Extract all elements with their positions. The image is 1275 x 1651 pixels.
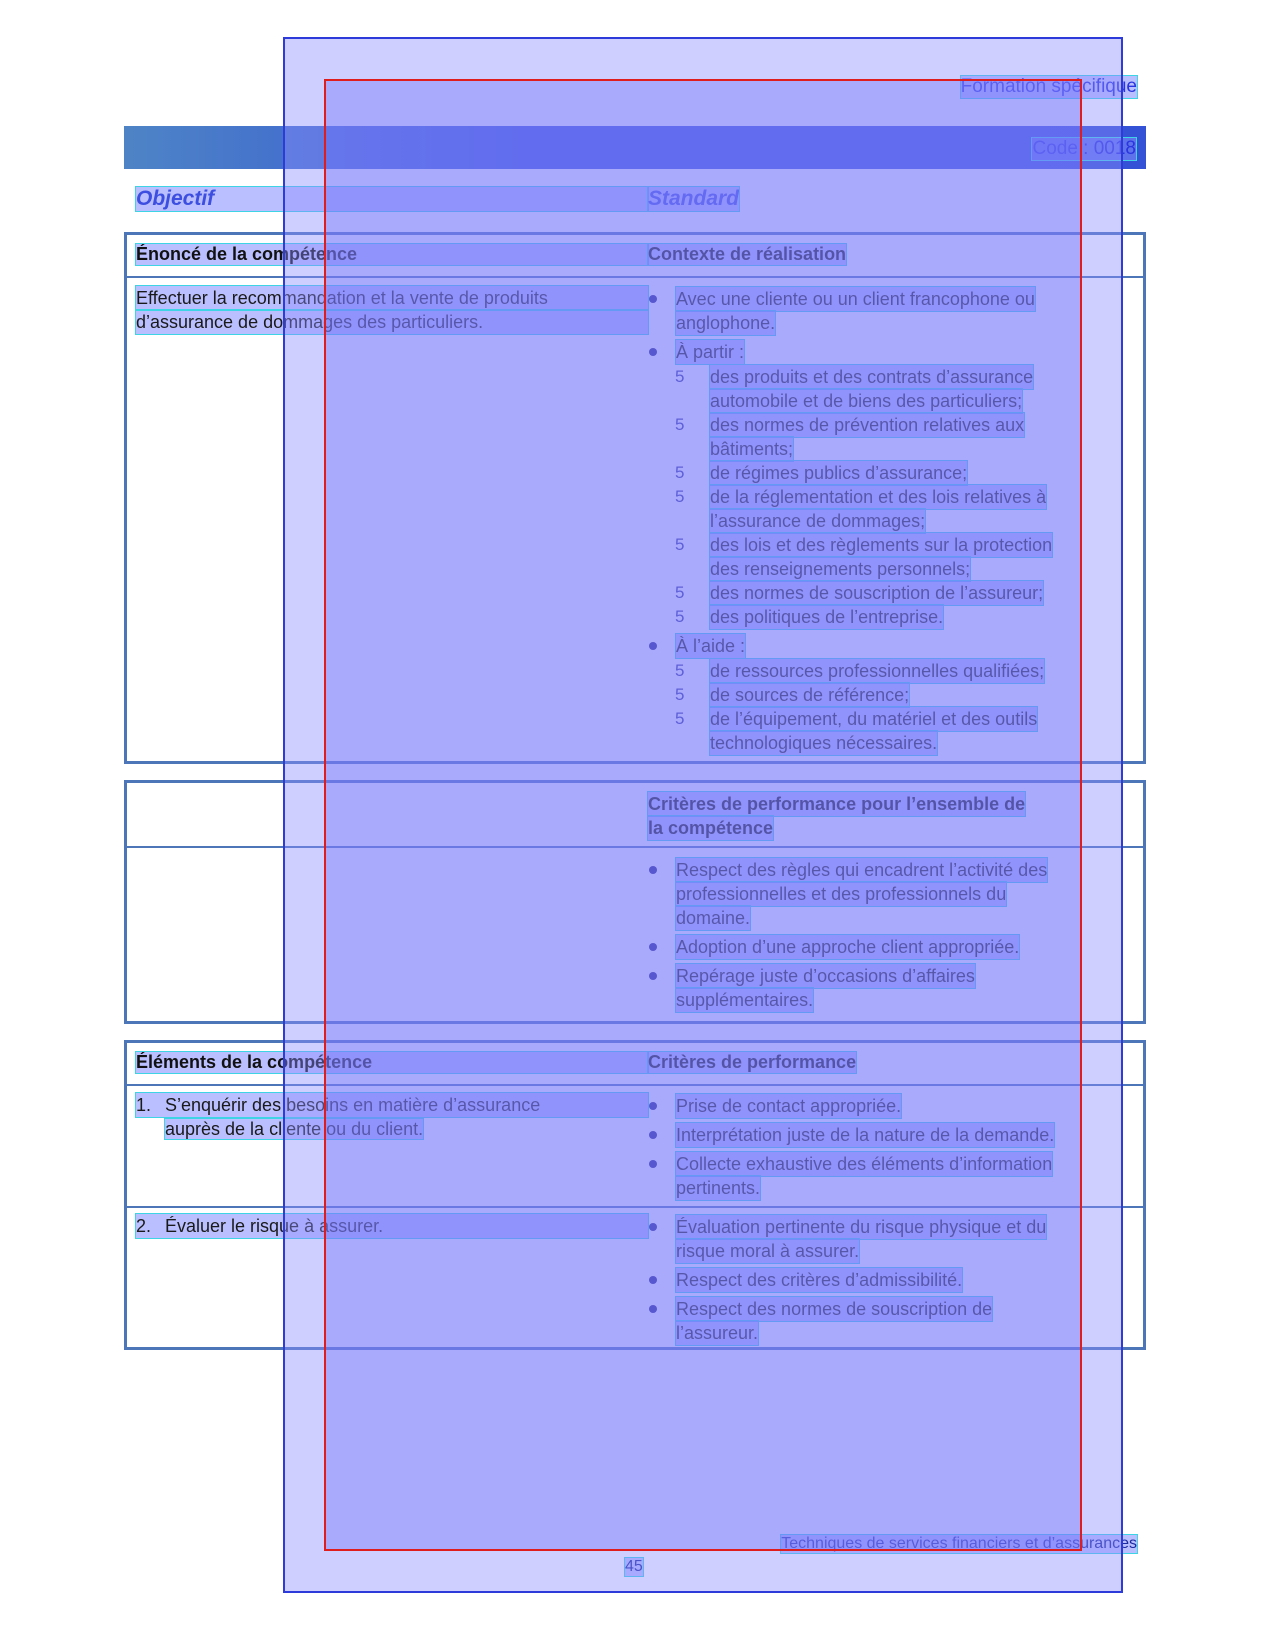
standard-heading: Standard bbox=[648, 187, 740, 210]
statement-title: Énoncé de la compétence bbox=[136, 244, 648, 265]
title-line: Critères de performance pour l’ensemble de bbox=[648, 794, 1026, 814]
criterion-line: Évaluation pertinente du risque physique et du bbox=[676, 1217, 1047, 1237]
criterion-line: pertinents. bbox=[676, 1178, 761, 1198]
criterion-line: Repérage juste d’occasions d’affaires bbox=[676, 966, 975, 986]
context-line: Avec une cliente ou un client francophone ou bbox=[676, 289, 1035, 309]
sub-line: de ressources professionnelles qualifiées; bbox=[710, 661, 1045, 681]
sub-line: de sources de référence; bbox=[710, 685, 910, 705]
sub-line: bâtiments; bbox=[710, 439, 794, 459]
objectif-heading: Objectif bbox=[136, 187, 648, 211]
sub-line: de l’équipement, du matériel et des outils bbox=[710, 709, 1038, 729]
sub-bullet-icon: 5 bbox=[675, 463, 685, 482]
context-line: À l’aide : bbox=[676, 636, 746, 656]
sub-line: des lois et des règlements sur la protection bbox=[710, 535, 1053, 555]
sub-bullet-icon: 5 bbox=[675, 535, 685, 554]
criterion-line: Respect des critères d’admissibilité. bbox=[676, 1270, 963, 1290]
elements-title: Éléments de la compétence bbox=[136, 1052, 648, 1073]
sub-line: des politiques de l’entreprise. bbox=[710, 607, 944, 627]
sub-line: de la réglementation et des lois relatives à bbox=[710, 487, 1047, 507]
criterion-line: l’assureur. bbox=[676, 1323, 759, 1343]
context-line: À partir : bbox=[676, 342, 745, 362]
title-line: la compétence bbox=[648, 818, 774, 838]
criterion-line: Interprétation juste de la nature de la demande. bbox=[676, 1125, 1055, 1145]
sub-line: technologiques nécessaires. bbox=[710, 733, 938, 753]
competency-code: Code : 0018 bbox=[1032, 138, 1136, 159]
text-region-overlay bbox=[324, 79, 1082, 1551]
element-text: S’enquérir des besoins en matière d’assurance bbox=[165, 1095, 541, 1115]
criterion-line: Respect des règles qui encadrent l’activité des bbox=[676, 860, 1048, 880]
element-number: 2. bbox=[136, 1216, 152, 1236]
context-line: anglophone. bbox=[676, 313, 776, 333]
sub-bullet-icon: 5 bbox=[675, 709, 685, 728]
context-title: Contexte de réalisation bbox=[648, 244, 847, 264]
program-label: Formation spécifique bbox=[960, 76, 1137, 97]
page-number: 45 bbox=[625, 1558, 643, 1575]
criterion-line: Collecte exhaustive des éléments d’information bbox=[676, 1154, 1053, 1174]
sub-line: des produits et des contrats d’assurance bbox=[710, 367, 1034, 387]
sub-line: automobile et de biens des particuliers; bbox=[710, 391, 1023, 411]
criteria-title: Critères de performance bbox=[648, 1052, 857, 1072]
sub-bullet-icon: 5 bbox=[675, 661, 685, 680]
sub-line: l’assurance de dommages; bbox=[710, 511, 926, 531]
element-text: Évaluer le risque à assurer. bbox=[165, 1216, 384, 1236]
sub-bullet-icon: 5 bbox=[675, 367, 685, 386]
criterion-line: Adoption d’une approche client appropriée. bbox=[676, 937, 1020, 957]
sub-bullet-icon: 5 bbox=[675, 685, 685, 704]
sub-bullet-icon: 5 bbox=[675, 487, 685, 506]
sub-bullet-icon: 5 bbox=[675, 583, 685, 602]
criterion-line: domaine. bbox=[676, 908, 751, 928]
footer-program-name: Techniques de services financiers et d’assurances bbox=[781, 1535, 1137, 1552]
statement-line: Effectuer la recommandation et la vente de produits bbox=[136, 286, 648, 310]
sub-bullet-icon: 5 bbox=[675, 415, 685, 434]
criterion-line: professionnelles et des professionnels du bbox=[676, 884, 1007, 904]
criterion-line: supplémentaires. bbox=[676, 990, 814, 1010]
sub-line: des normes de souscription de l’assureur; bbox=[710, 583, 1044, 603]
sub-bullet-icon: 5 bbox=[675, 607, 685, 626]
element-text: auprès de la cliente ou du client. bbox=[165, 1119, 424, 1139]
sub-line: des renseignements personnels; bbox=[710, 559, 971, 579]
statement-line: d’assurance de dommages des particuliers. bbox=[136, 310, 648, 334]
criterion-line: Respect des normes de souscription de bbox=[676, 1299, 993, 1319]
criterion-line: risque moral à assurer. bbox=[676, 1241, 860, 1261]
sub-line: de régimes publics d’assurance; bbox=[710, 463, 968, 483]
element-number: 1. bbox=[136, 1095, 152, 1115]
sub-line: des normes de prévention relatives aux bbox=[710, 415, 1025, 435]
criterion-line: Prise de contact appropriée. bbox=[676, 1096, 902, 1116]
